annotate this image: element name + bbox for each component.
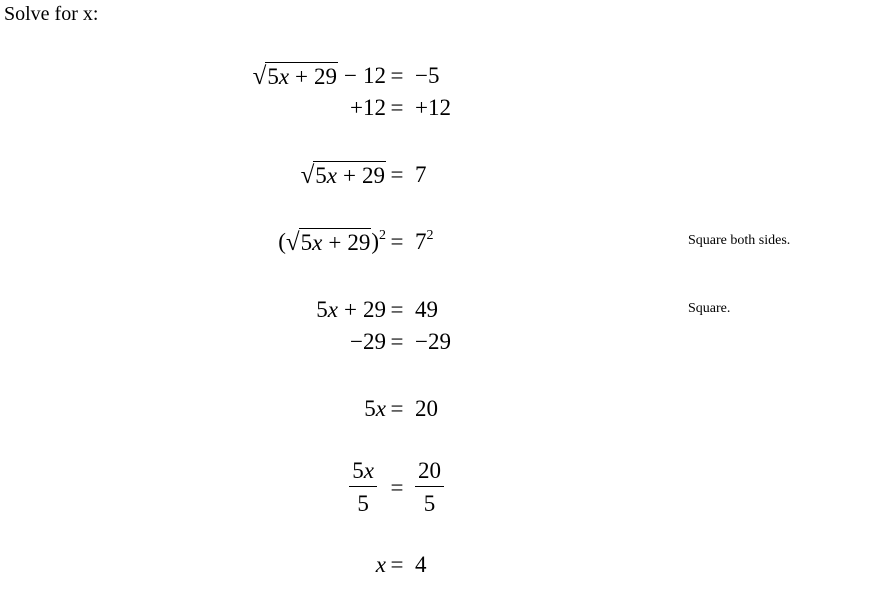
fraction: $\frac{5x}{5}$ xyxy=(349,459,377,515)
step-2-rhs: +12 xyxy=(415,94,451,120)
step-6-lhs: −29 xyxy=(350,328,386,354)
equals-sign: = xyxy=(390,228,404,254)
step-5-note: Square. xyxy=(688,301,731,316)
sqrt-expression: √ 5x + 29 xyxy=(285,229,371,256)
step-5-rhs: 49 xyxy=(415,296,438,322)
radical-sign: √ xyxy=(300,162,315,189)
step-5-lhs: 5x + 29 xyxy=(316,296,386,322)
equals-sign: = xyxy=(390,474,404,500)
step-4-lhs: ( √ 5x + 29 )$^2$ xyxy=(278,228,386,256)
step-9 xyxy=(0,546,873,582)
step-6-rhs: −29 xyxy=(415,328,451,354)
equals-sign: = xyxy=(390,328,404,354)
step-3-rhs: 7 xyxy=(415,161,427,187)
step-3 xyxy=(0,156,873,192)
equals-sign: = xyxy=(390,94,404,120)
step-8-rhs xyxy=(415,459,444,515)
step-7 xyxy=(0,390,873,426)
step-1 xyxy=(0,57,873,93)
step-4 xyxy=(0,223,873,259)
sqrt-expression: √ 5x + 29 xyxy=(252,63,338,90)
radical-sign: √ xyxy=(285,229,300,256)
radical-sign: √ xyxy=(252,63,267,90)
equals-sign: = xyxy=(390,62,404,88)
sqrt-expression: √ 5x + 29 xyxy=(300,162,385,189)
equals-sign: = xyxy=(390,161,404,187)
step-7-rhs: 20 xyxy=(415,395,438,421)
step-3-lhs xyxy=(301,161,386,187)
step-5 xyxy=(0,291,873,327)
step-9-lhs: x xyxy=(375,551,386,577)
equals-sign: = xyxy=(390,296,404,322)
step-4-note: Square both sides. xyxy=(688,233,791,248)
step-2-lhs: +12 xyxy=(350,94,386,120)
exponent: 2 xyxy=(426,228,434,243)
step-8-lhs xyxy=(349,459,377,515)
equals-sign: = xyxy=(390,551,404,577)
fraction: $\frac{20}{5}$ xyxy=(415,459,444,515)
equals-sign: = xyxy=(390,395,404,421)
step-7-lhs: 5x xyxy=(364,395,386,421)
step-1-rhs: −5 xyxy=(415,62,440,88)
step-2 xyxy=(0,89,873,125)
exponent: 2 xyxy=(379,228,386,243)
step-6 xyxy=(0,323,873,359)
step-1-lhs: √ 5x + 29 − 12 xyxy=(252,63,386,90)
step-4-rhs: $7^2$ xyxy=(415,228,434,254)
problem-heading: Solve for x: xyxy=(4,3,99,25)
step-9-rhs: 4 xyxy=(415,551,427,577)
step-8 xyxy=(0,456,873,518)
